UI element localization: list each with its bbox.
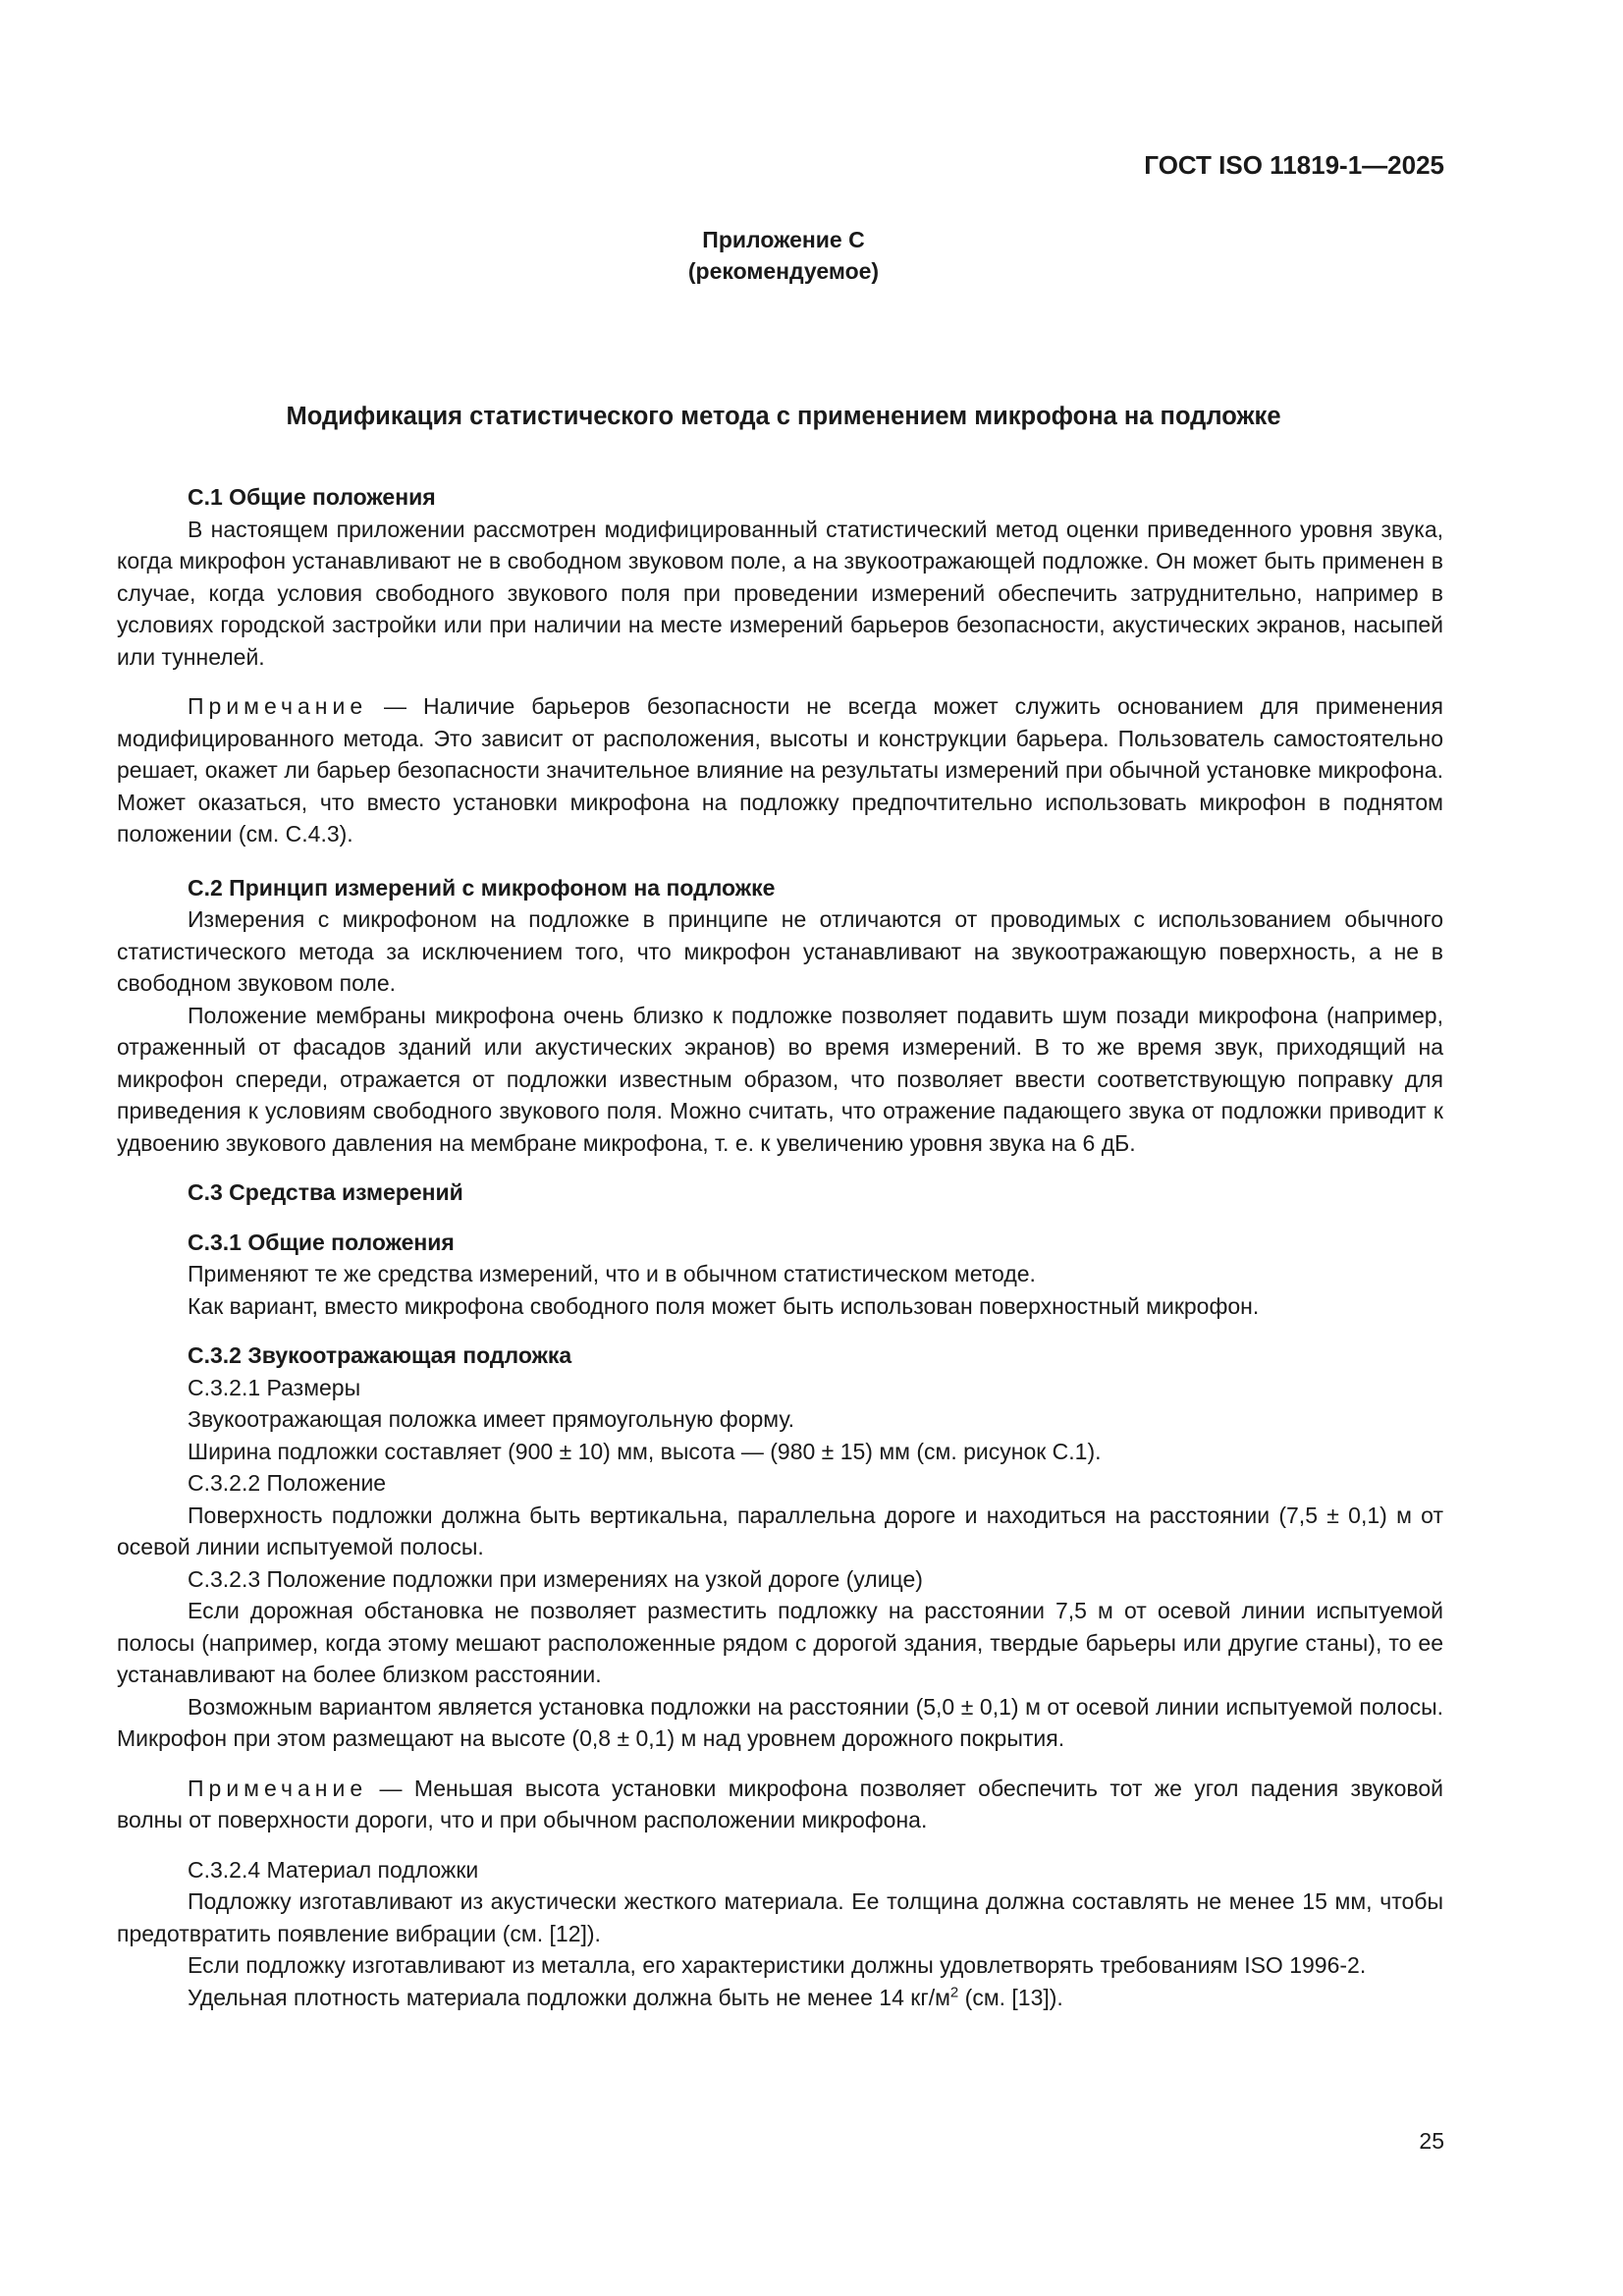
clause-heading-c323: С.3.2.3 Положение подложки при измерениях на узкой дороге (улице) [188, 1565, 923, 1592]
paragraph: Звукоотражающая положка имеет прямоугольную форму. [188, 1406, 794, 1432]
annex-header [0, 224, 1567, 287]
paragraph: Подложку изготавливают из акустически жесткого материала. Ее толщина должна составлять не менее 15 мм, чтобы предотвратить появление вибрации (см. [12]). [117, 1888, 1443, 1946]
text-run: (см. [13]). [958, 1984, 1063, 2010]
subsection-heading-c31: С.3.1 Общие положения [188, 1229, 455, 1255]
document-body [117, 481, 1443, 2013]
standard-designation: ГОСТ ISO 11819-1—2025 [1144, 150, 1444, 180]
paragraph: Если дорожная обстановка не позволяет разместить подложку на расстоянии 7,5 м от осевой линии испытуемой полосы (например, когда этому мешают расположенные рядом с дорогой здания, твердые барьеры или другие станы), то ее устанавливают на более близком расстоянии. [117, 1598, 1443, 1687]
paragraph: Ширина подложки составляет (900 ± 10) мм, высота — (980 ± 15) мм (см. рисунок С.1). [188, 1438, 1102, 1464]
clause-heading-c321: С.3.2.1 Размеры [188, 1374, 361, 1400]
paragraph: Применяют те же средства измерений, что и в обычном статистическом методе. [188, 1261, 1036, 1286]
note-paragraph [117, 690, 1443, 850]
section-heading-c2: С.2 Принцип измерений с микрофоном на подложке [188, 874, 776, 901]
clause-heading-c324: С.3.2.4 Материал подложки [188, 1856, 479, 1883]
note-label: Примечание [188, 693, 368, 719]
page-number: 25 [1419, 2128, 1444, 2154]
clause-heading-c322: С.3.2.2 Положение [188, 1470, 387, 1496]
paragraph: Поверхность подложки должна быть вертикальна, параллельна дороге и находиться на расстоянии (7,5 ± 0,1) м от осевой линии испытуемой полосы. [117, 1502, 1443, 1559]
annex-status: (рекомендуемое) [687, 258, 880, 284]
document-title: Модификация статистического метода с применением микрофона на подложке [286, 403, 1281, 430]
note-label: Примечание [188, 1775, 368, 1801]
text-run: Удельная плотность материала подложки должна быть не менее 14 кг/м [188, 1984, 950, 2010]
note-paragraph [117, 1773, 1443, 1836]
paragraph: Положение мембраны микрофона очень близко к подложке позволяет подавить шум позади микрофона (например, отраженный от фасадов зданий или акустических экранов) во время измерений. В то же время звук, приходящий на микрофон спереди, отражается от подложки известным образом, что позволяет ввести соответствующую поправку для приведения к условиям свободного звукового поля. Можно считать, что отражение падающего звука от подложки приводит к удвоению звукового давления на мембране микрофона, т. е. к увеличению уровня звука на 6 дБ. [117, 1002, 1443, 1156]
note-text: — Наличие барьеров безопасности не всегда может служить основанием для применения модифицированного метода. Это зависит от расположения, высоты и конструкции барьера. Пользователь самостоятельно решает, окажет ли барьер безопасности значительное влияние на результаты измерений при обычной установке микрофона. Может оказаться, что вместо установки микрофона на подложку предпочтительно использовать микрофон в поднятом положении (см. С.4.3). [117, 693, 1443, 847]
superscript: 2 [949, 1983, 959, 2000]
subsection-heading-c32: С.3.2 Звукоотражающая подложка [188, 1342, 572, 1368]
section-heading-c1: С.1 Общие положения [188, 484, 436, 510]
paragraph: В настоящем приложении рассмотрен модифицированный статистический метод оценки приведенного уровня звука, когда микрофон устанавливают не в свободном звуковом поле, а на звукоотражающей подложке. Он может быть применен в случае, когда условия свободного звукового поля при проведении измерений обеспечить затруднительно, например в условиях городской застройки или при наличии на месте измерений барьеров безопасности, акустических экранов, насыпей или туннелей. [117, 516, 1443, 670]
paragraph: Возможным вариантом является установка подложки на расстоянии (5,0 ± 0,1) м от осевой линии испытуемой полосы. Микрофон при этом размещают на высоте (0,8 ± 0,1) м над уровнем дорожного покрытия. [117, 1693, 1443, 1751]
paragraph: Если подложку изготавливают из металла, его характеристики должны удовлетворять требованиям ISO 1996-2. [188, 1952, 1367, 1978]
note-text: — Меньшая высота установки микрофона позволяет обеспечить тот же угол падения звуковой волны от поверхности дороги, что и при обычном расположении микрофона. [117, 1775, 1443, 1832]
section-heading-c3: С.3 Средства измерений [188, 1179, 463, 1205]
paragraph: Как вариант, вместо микрофона свободного поля может быть использован поверхностный микрофон. [188, 1292, 1260, 1319]
paragraph [117, 1982, 1443, 2014]
annex-title: Приложение С [702, 227, 865, 252]
paragraph: Измерения с микрофоном на подложке в принципе не отличаются от проводимых с использованием обычного статистического метода за исключением того, что микрофон устанавливают на звукоотражающую поверхность, а не в свободном звуковом поле. [117, 906, 1443, 996]
